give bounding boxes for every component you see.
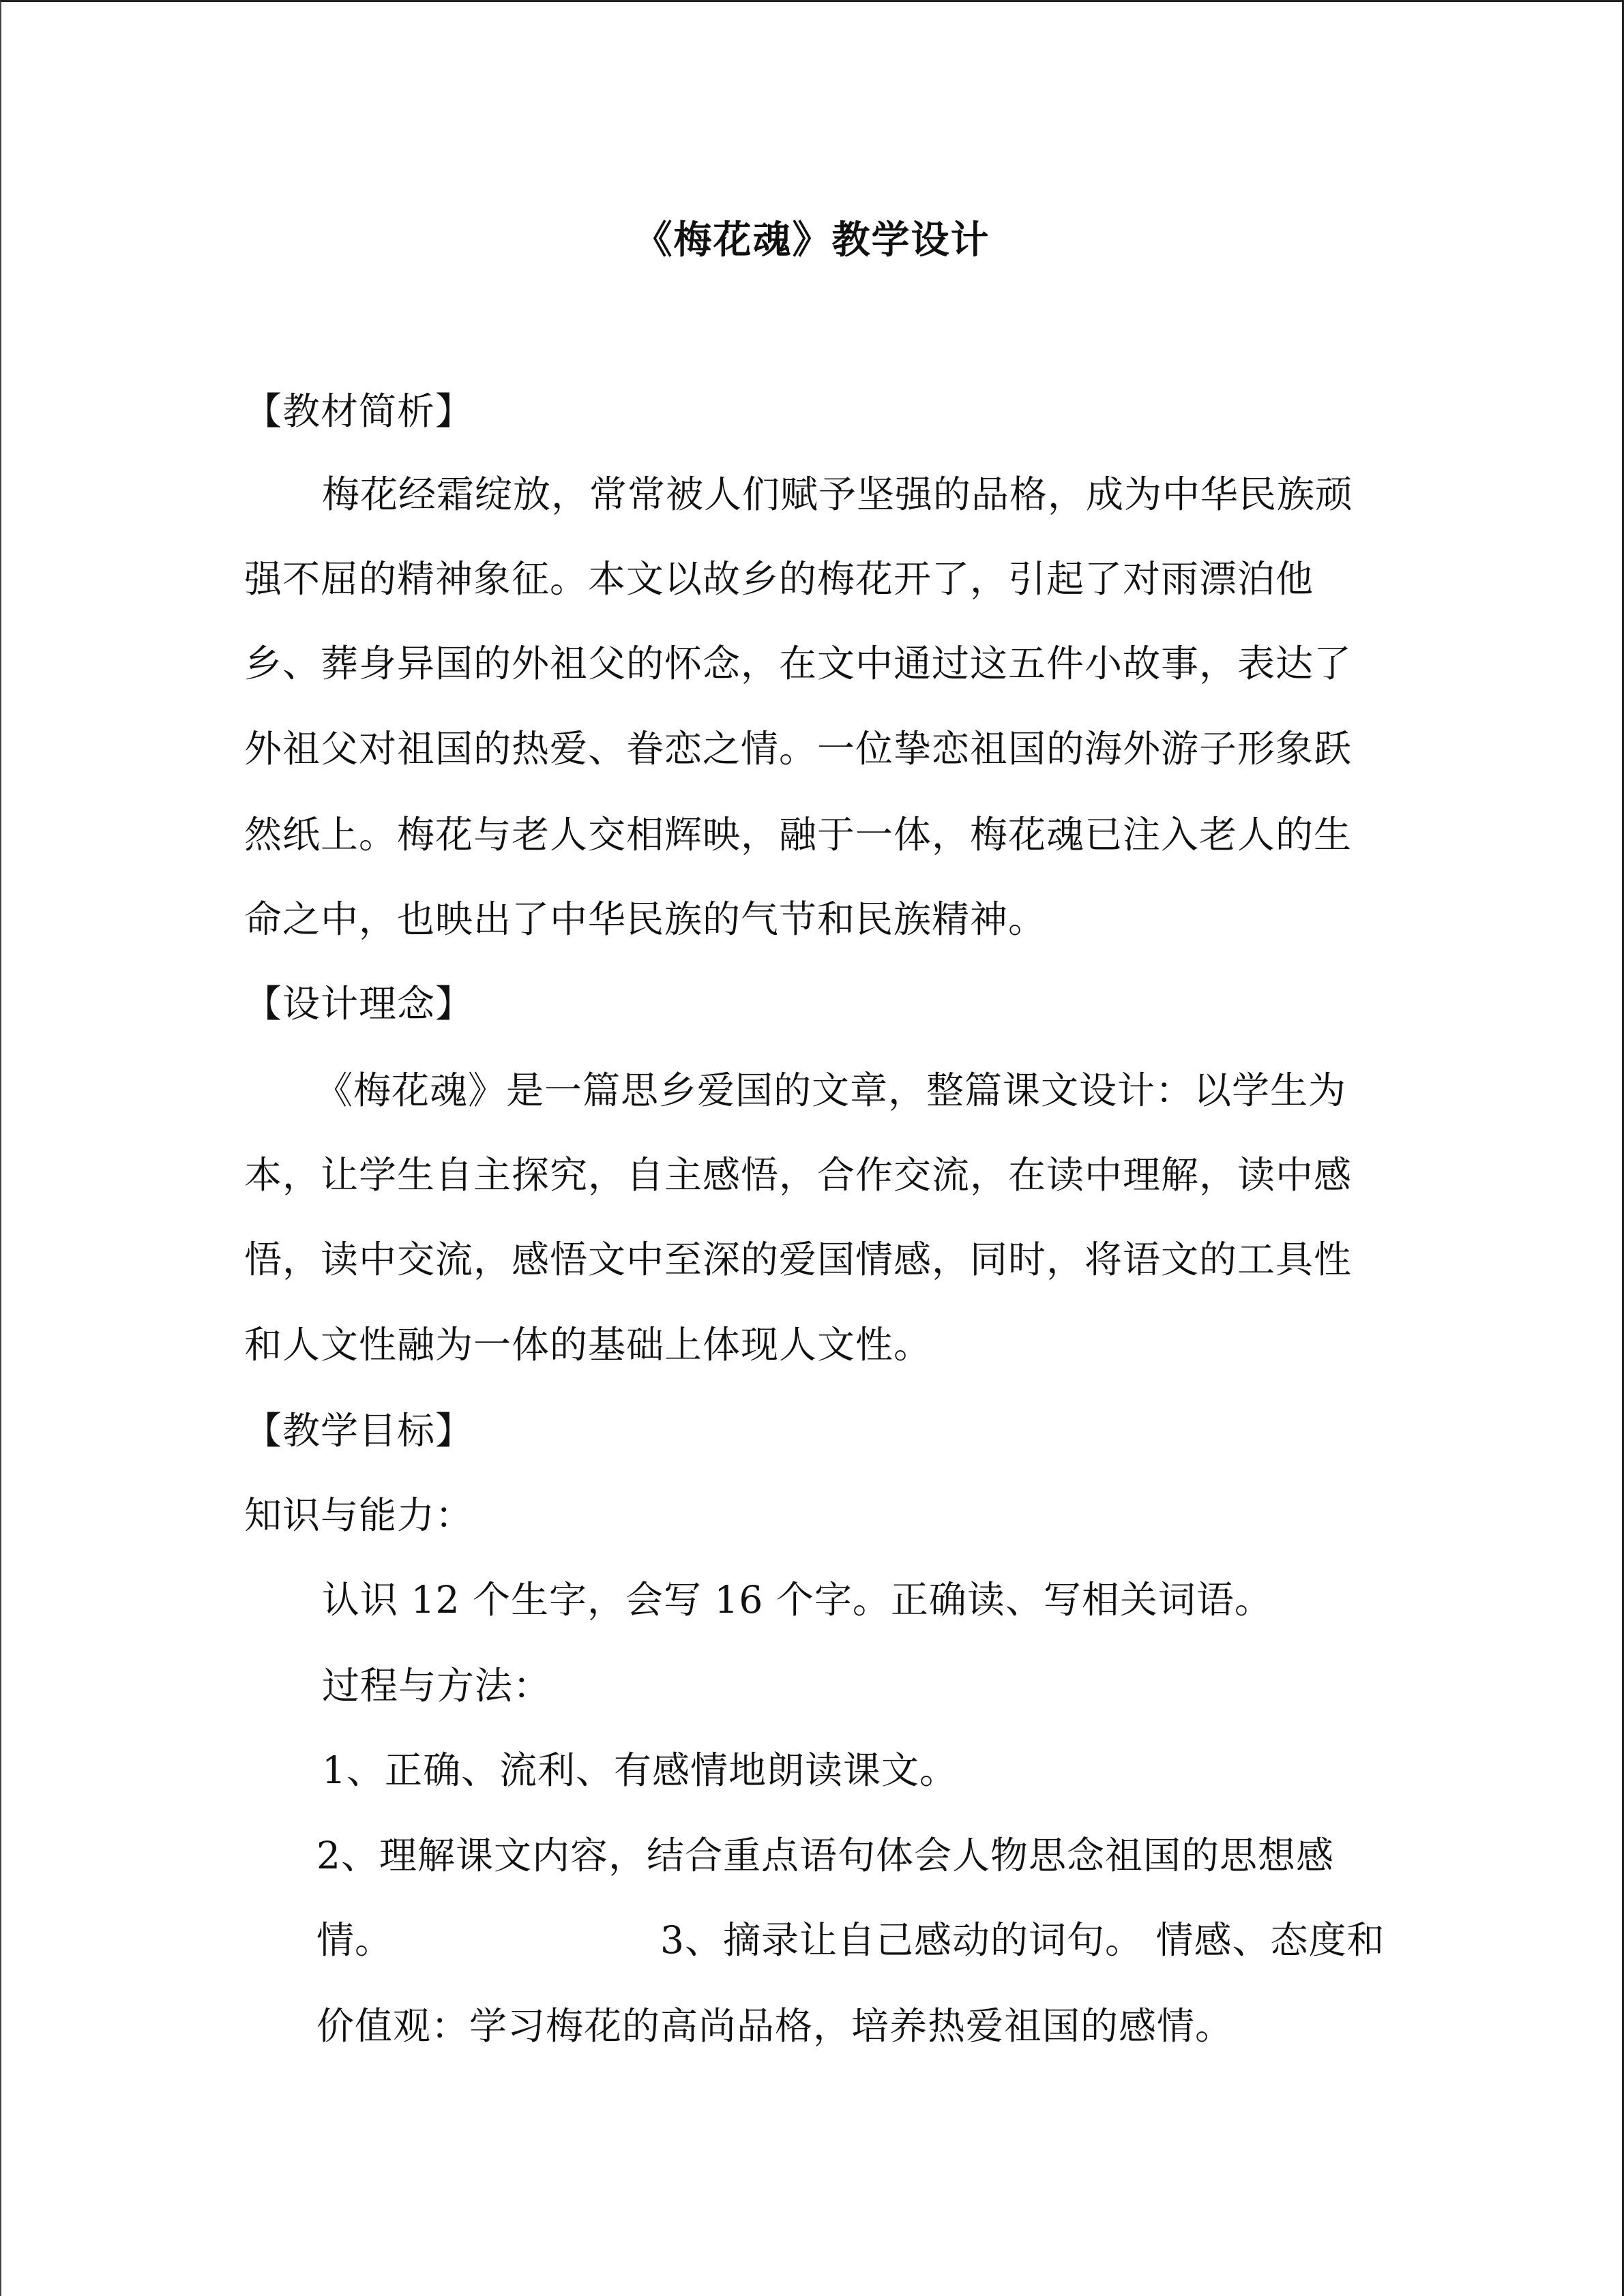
concept-line-3: 悟，读中交流，感悟文中至深的爱国情感，同时，将语文的工具性 (244, 1238, 1353, 1281)
goal-item-2-end: 情。 (316, 1918, 394, 1962)
emotion-label: 情感、态度和 (1155, 1918, 1385, 1962)
analysis-line-6: 命之中，也映出了中华民族的气节和民族精神。 (244, 897, 1047, 941)
section-heading-goals: 【教学目标】 (244, 1409, 474, 1452)
concept-line-2: 本，让学生自主探究，自主感悟，合作交流，在读中理解，读中感 (244, 1153, 1353, 1197)
analysis-line-3: 乡、葬身异国的外祖父的怀念，在文中通过这五件小故事，表达了 (244, 642, 1353, 685)
goal-item-1: 1、正确、流利、有感情地朗读课文。 (322, 1748, 958, 1792)
goal-item-2-continued (316, 1916, 1385, 1964)
section-heading-concept: 【设计理念】 (244, 982, 474, 1026)
analysis-line-1: 梅花经霜绽放，常常被人们赋予坚强的品格，成为中华民族顽 (322, 473, 1354, 516)
section-heading-analysis: 【教材简析】 (244, 389, 474, 433)
process-label: 过程与方法： (322, 1664, 552, 1708)
analysis-line-5: 然纸上。梅花与老人交相辉映，融于一体，梅花魂已注入老人的生 (244, 813, 1353, 856)
knowledge-text: 认识 12 个生字，会写 16 个字。正确读、写相关词语。 (322, 1578, 1273, 1622)
knowledge-label: 知识与能力： (244, 1493, 474, 1537)
concept-line-1: 《梅花魂》是一篇思乡爱国的文章，整篇课文设计：以学生为 (315, 1069, 1347, 1112)
goal-item-2: 2、理解课文内容，结合重点语句体会人物思念祖国的思想感 (316, 1834, 1334, 1877)
document-title: 《梅花魂》教学设计 (634, 218, 990, 263)
analysis-line-2: 强不屈的精神象征。本文以故乡的梅花开了，引起了对雨漂泊他 (244, 557, 1314, 601)
emotion-text: 价值观：学习梅花的高尚品格，培养热爱祖国的感情。 (316, 2004, 1234, 2048)
goal-item-3: 3、摘录让自己感动的词句。 (660, 1918, 1144, 1962)
concept-line-4: 和人文性融为一体的基础上体现人文性。 (244, 1323, 932, 1367)
analysis-line-4: 外祖父对祖国的热爱、眷恋之情。一位挚恋祖国的海外游子形象跃 (244, 727, 1353, 771)
